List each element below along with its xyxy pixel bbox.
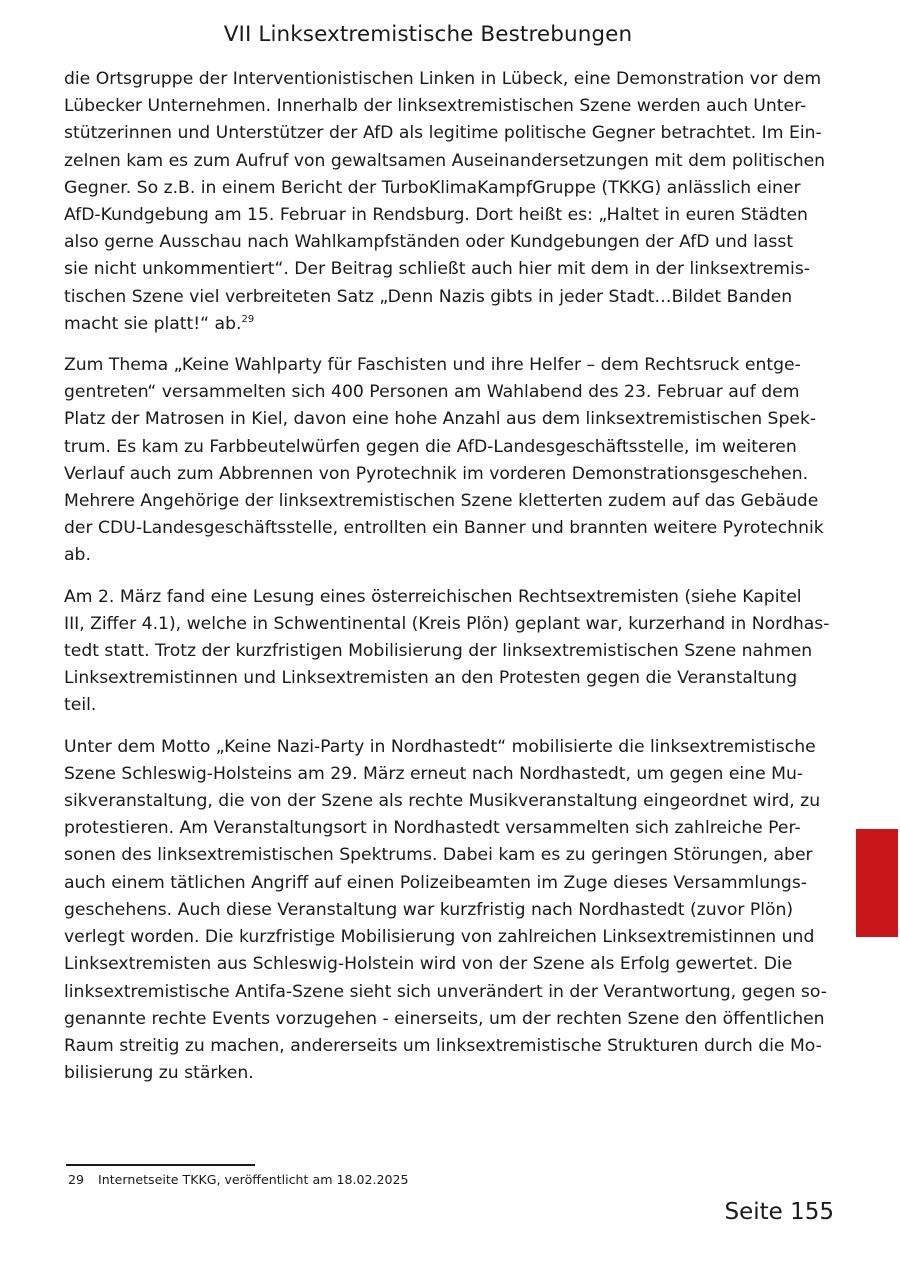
- paragraph: [64, 352, 824, 570]
- page-number: Seite 155: [724, 1199, 834, 1225]
- paragraph: [64, 734, 827, 1088]
- text-line: ab.: [64, 545, 91, 566]
- text-line: auch einem tätlichen Angriff auf einen Polizeibeamten im Zuge dieses Versammlungs-: [64, 872, 807, 893]
- text-line: III, Ziffer 4.1), welche in Schwentinental (Kreis Plön) geplant war, kurzerhand in Nordhas-: [64, 613, 830, 634]
- footnote-reference[interactable]: 29: [241, 313, 255, 325]
- text-line: AfD-Kundgebung am 15. Februar in Rendsburg. Dort heißt es: „Haltet in euren Städten: [64, 205, 808, 226]
- text-line: Zum Thema „Keine Wahlparty für Faschisten und ihre Helfer – dem Rechtsruck entge-: [64, 355, 801, 376]
- paragraph: [64, 66, 826, 338]
- text-line: sonen des linksextremistischen Spektrums. Dabei kam es zu geringen Störungen, aber: [64, 845, 813, 866]
- text-line: die Ortsgruppe der Interventionistischen Linken in Lübeck, eine Demonstration vor dem: [64, 69, 822, 89]
- text-line: tedt statt. Trotz der kurzfristigen Mobilisierung der linksextremistischen Szene nahmen: [64, 641, 813, 662]
- chapter-heading: VII Linksextremistische Bestrebungen: [223, 22, 633, 47]
- text-line: tischen Szene viel verbreiteten Satz „Denn Nazis gibts in jeder Stadt…Bildet Banden: [64, 286, 793, 307]
- text-line: also gerne Ausschau nach Wahlkampfständen oder Kundgebungen der AfD und lasst: [64, 232, 794, 253]
- footnote-number: 29: [68, 1172, 85, 1187]
- chapter-marker-tab: [856, 829, 898, 937]
- text-line: genannte rechte Events vorzugehen - einerseits, um der rechten Szene den öffentlichen: [64, 1008, 825, 1029]
- footnote: [68, 1172, 409, 1187]
- text-line: verlegt worden. Die kurzfristige Mobilisierung von zahlreichen Linksextremistinnen und: [64, 927, 815, 948]
- text-line: Linksextremisten aus Schleswig-Holstein wird von der Szene als Erfolg gewertet. Die: [64, 954, 793, 975]
- text-line: sie nicht unkommentiert“. Der Beitrag schließt auch hier mit dem in der linksextremis-: [64, 259, 810, 280]
- footnote-divider: [66, 1164, 255, 1166]
- text-line: bilisierung zu stärken.: [64, 1063, 254, 1084]
- text-line: stützerinnen und Unterstützer der AfD als legitime politische Gegner betrachtet. Im Ein-: [64, 123, 822, 144]
- paragraph: [64, 584, 830, 720]
- text-line: teil.: [64, 695, 97, 716]
- text-line: Gegner. So z.B. in einem Bericht der TurboKlimaKampfGruppe (TKKG) anlässlich einer: [64, 177, 801, 198]
- text-line: [64, 311, 794, 338]
- text-line: Verlauf auch zum Abbrennen von Pyrotechnik im vorderen Demonstrationsgeschehen.: [64, 463, 809, 484]
- text-line: sikveranstaltung, die von der Szene als rechte Musikveranstaltung eingeordnet wird, zu: [64, 791, 821, 812]
- text-line: Raum streitig zu machen, andererseits um linksextremistische Strukturen durch die Mo-: [64, 1035, 822, 1056]
- text-line-content: macht sie platt!“ ab.: [64, 313, 242, 334]
- text-line: Szene Schleswig-Holsteins am 29. März erneut nach Nordhastedt, um gegen eine Mu-: [64, 763, 804, 784]
- text-line: der CDU-Landesgeschäftsstelle, entrollten ein Banner und brannten weitere Pyrotechnik: [64, 518, 824, 539]
- text-line: linksextremistische Antifa-Szene sieht sich unverändert in der Verantwortung, gegen so-: [64, 981, 827, 1002]
- text-line: Unter dem Motto „Keine Nazi-Party in Nordhastedt“ mobilisierte die linksextremistische: [64, 736, 816, 757]
- text-line: Platz der Matrosen in Kiel, davon eine hohe Anzahl aus dem linksextremistischen Spek-: [64, 409, 817, 430]
- text-line: geschehens. Auch diese Veranstaltung war kurzfristig nach Nordhastedt (zuvor Plön): [64, 899, 794, 920]
- text-line: Am 2. März fand eine Lesung eines österreichischen Rechtsextremisten (siehe Kapitel: [64, 586, 802, 607]
- body-text: [64, 66, 830, 1101]
- text-line: zelnen kam es zum Aufruf von gewaltsamen Auseinandersetzungen mit dem politischen: [64, 150, 826, 171]
- text-line: gentreten“ versammelten sich 400 Personen am Wahlabend des 23. Februar auf dem: [64, 382, 800, 403]
- footnote-text: Internetseite TKKG, veröffentlicht am 18.02.2025: [98, 1172, 409, 1187]
- text-line: trum. Es kam zu Farbbeutelwürfen gegen die AfD-Landesgeschäftsstelle, im weiteren: [64, 436, 797, 457]
- text-line: Linksextremistinnen und Linksextremisten an den Protesten gegen die Veranstaltung: [64, 668, 798, 689]
- text-line: protestieren. Am Veranstaltungsort in Nordhastedt versammelten sich zahlreiche Per-: [64, 818, 801, 839]
- text-line: Mehrere Angehörige der linksextremistischen Szene kletterten zudem auf das Gebäude: [64, 491, 819, 512]
- text-line: Lübecker Unternehmen. Innerhalb der linksextremistischen Szene werden auch Unter-: [64, 96, 807, 117]
